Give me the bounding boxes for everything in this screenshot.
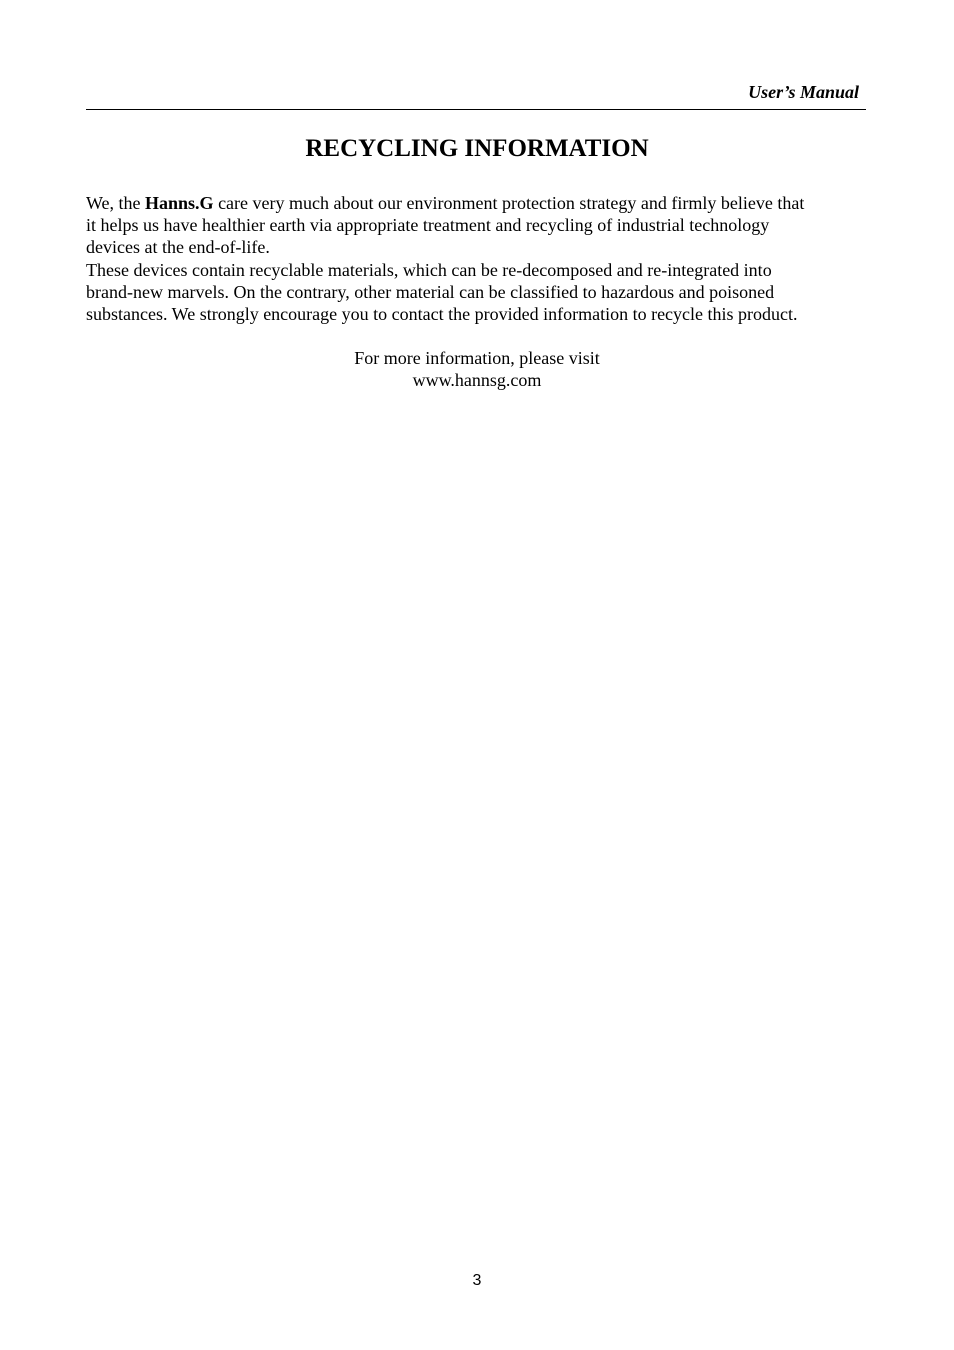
intro-prefix: We, the [86, 193, 146, 213]
more-info [0, 347, 954, 391]
intro-line2: it helps us have healthier earth via appropriate treatment and recycling of industrial technology [86, 215, 770, 236]
intro-line [86, 193, 804, 213]
page-title: RECYCLING INFORMATION [305, 135, 649, 162]
page-header [86, 80, 866, 110]
brand-name: Hanns.G [145, 193, 214, 213]
body-text [86, 192, 876, 325]
devices-line3: substances. We strongly encourage you to contact the provided information to recycle this product. [86, 304, 798, 325]
intro-line3: devices at the end-of-life. [86, 237, 270, 258]
paragraph-intro [86, 192, 876, 259]
devices-line1: These devices contain recyclable materials, which can be re-decomposed and re-integrated into [86, 259, 772, 280]
website-url: www.hannsg.com [412, 370, 542, 391]
devices-line2: brand-new marvels. On the contrary, other material can be classified to hazardous and poisoned [86, 281, 775, 302]
paragraph-devices [86, 259, 876, 326]
page-number: 3 [472, 1272, 482, 1289]
more-info-text: For more information, please visit [354, 348, 600, 368]
header-title: User’s Manual [748, 82, 859, 102]
intro-line1-rest: care very much about our environment protection strategy and firmly believe that [213, 193, 805, 213]
